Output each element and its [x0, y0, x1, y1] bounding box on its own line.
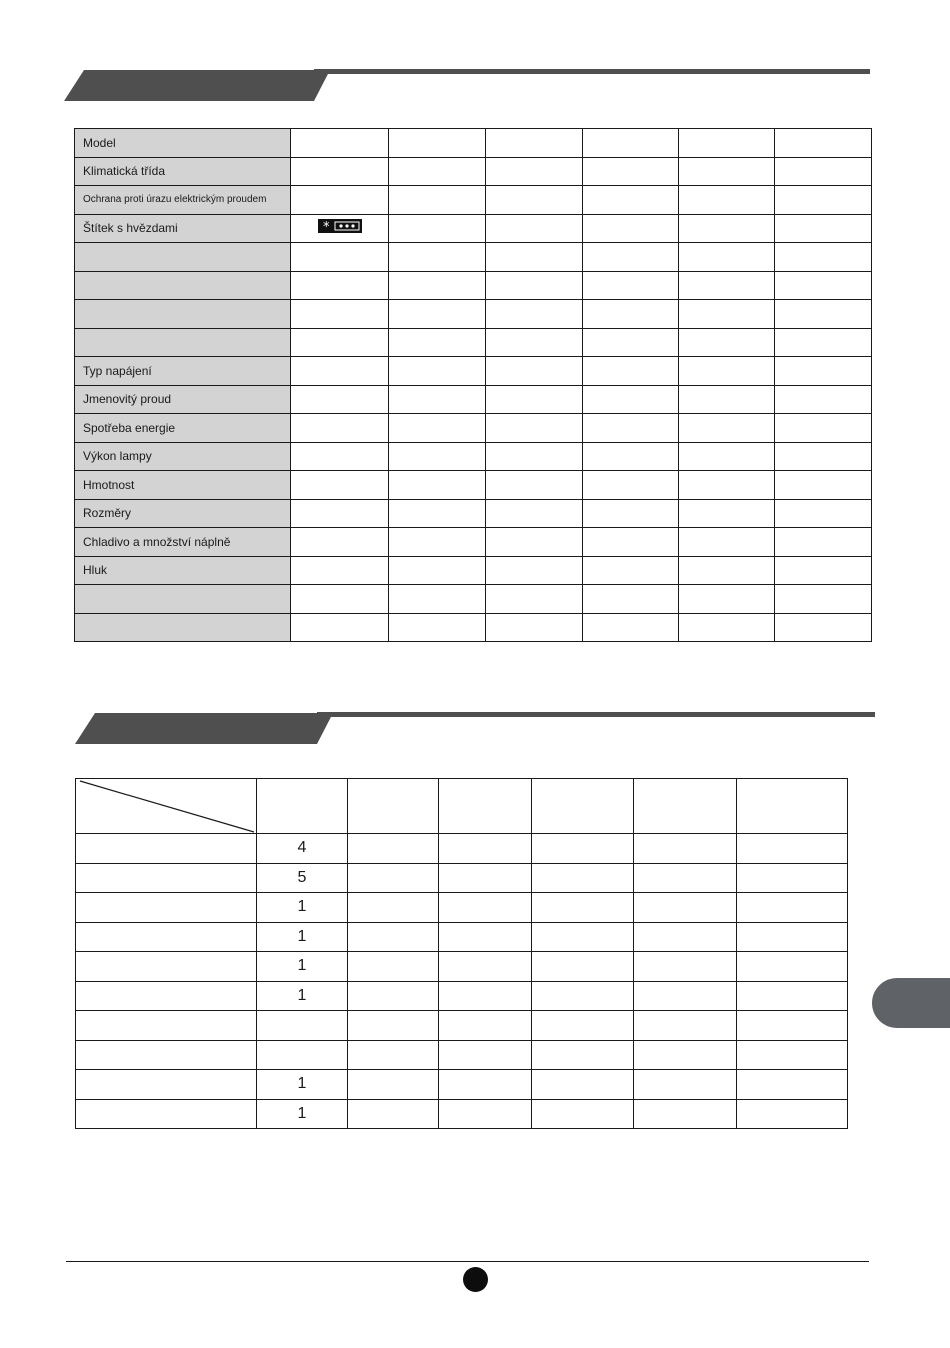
grid-cell — [348, 981, 439, 1011]
spec-cell — [389, 499, 486, 528]
spec-row-label: Spotřeba energie — [75, 414, 291, 443]
spec-row — [75, 414, 872, 443]
spec-cell — [291, 528, 389, 557]
grid-cell — [348, 922, 439, 952]
grid-row — [76, 952, 848, 982]
grid-cell — [439, 1040, 532, 1070]
grid-cell — [257, 1011, 348, 1041]
grid-cell — [532, 1070, 634, 1100]
grid-cell — [439, 863, 532, 893]
grid-cell — [439, 922, 532, 952]
grid-cell — [737, 863, 848, 893]
grid-cell: 1 — [257, 952, 348, 982]
grid-cell: 1 — [257, 1070, 348, 1100]
grid-cell — [532, 952, 634, 982]
spec-cell — [775, 499, 872, 528]
grid-cell — [76, 1070, 257, 1100]
spec-cell — [775, 556, 872, 585]
grid-header-cell — [257, 779, 348, 834]
spec-cell — [291, 243, 389, 272]
spec-row — [75, 442, 872, 471]
grid-cell — [737, 834, 848, 864]
spec-cell — [291, 357, 389, 386]
grid-cell — [634, 1040, 737, 1070]
spec-row — [75, 300, 872, 329]
spec-cell — [679, 414, 775, 443]
spec-cell — [291, 300, 389, 329]
grid-row — [76, 893, 848, 923]
grid-cell — [532, 981, 634, 1011]
grid-cell — [737, 981, 848, 1011]
spec-cell — [389, 186, 486, 215]
diagonal-header-cell — [76, 779, 257, 834]
spec-cell — [679, 243, 775, 272]
grid-cell — [257, 1040, 348, 1070]
spec-row — [75, 357, 872, 386]
spec-cell — [291, 556, 389, 585]
spec-cell — [583, 357, 679, 386]
spec-cell — [679, 300, 775, 329]
spec-cell — [291, 442, 389, 471]
grid-cell — [634, 922, 737, 952]
grid-cell — [737, 922, 848, 952]
grid-cell — [76, 981, 257, 1011]
section-banner-2 — [75, 711, 875, 745]
spec-cell — [679, 357, 775, 386]
grid-cell: 4 — [257, 834, 348, 864]
spec-cell — [486, 300, 583, 329]
spec-row — [75, 613, 872, 642]
spec-cell — [583, 442, 679, 471]
spec-cell — [679, 186, 775, 215]
grid-cell: 1 — [257, 981, 348, 1011]
grid-row — [76, 981, 848, 1011]
grid-cell — [532, 1099, 634, 1129]
grid-cell — [76, 1040, 257, 1070]
grid-cell — [76, 1011, 257, 1041]
spec-cell — [775, 157, 872, 186]
spec-row — [75, 499, 872, 528]
spec-cell — [291, 129, 389, 158]
grid-cell — [348, 893, 439, 923]
grid-cell — [737, 1011, 848, 1041]
spec-cell — [389, 471, 486, 500]
section-banner-1 — [64, 68, 870, 102]
spec-row — [75, 328, 872, 357]
grid-cell — [634, 834, 737, 864]
spec-cell — [486, 499, 583, 528]
spec-cell — [775, 528, 872, 557]
spec-cell — [291, 471, 389, 500]
svg-text:*: * — [322, 219, 329, 233]
grid-cell — [348, 952, 439, 982]
spec-cell — [389, 613, 486, 642]
spec-cell — [775, 357, 872, 386]
spec-cell — [679, 556, 775, 585]
spec-cell — [583, 328, 679, 357]
grid-header-cell — [737, 779, 848, 834]
spec-cell — [583, 214, 679, 243]
grid-header-cell — [348, 779, 439, 834]
grid-cell — [76, 1099, 257, 1129]
grid-header-row — [76, 779, 848, 834]
spec-row-label: Typ napájení — [75, 357, 291, 386]
spec-row-label — [75, 613, 291, 642]
grid-cell: 1 — [257, 893, 348, 923]
grid-cell — [76, 834, 257, 864]
spec-cell — [679, 613, 775, 642]
grid-cell — [532, 893, 634, 923]
spec-cell — [775, 243, 872, 272]
spec-cell — [583, 556, 679, 585]
spec-row-label — [75, 300, 291, 329]
grid-header-cell — [439, 779, 532, 834]
grid-cell — [439, 981, 532, 1011]
spec-cell — [775, 613, 872, 642]
spec-cell — [486, 585, 583, 614]
spec-cell — [389, 585, 486, 614]
parameter-grid-table — [75, 778, 848, 1129]
spec-cell — [775, 300, 872, 329]
grid-cell — [634, 1011, 737, 1041]
spec-cell — [679, 471, 775, 500]
spec-cell — [583, 613, 679, 642]
spec-cell — [679, 129, 775, 158]
spec-cell — [389, 328, 486, 357]
spec-cell — [583, 499, 679, 528]
spec-row-label: Chladivo a množství náplně — [75, 528, 291, 557]
grid-row — [76, 863, 848, 893]
spec-row — [75, 243, 872, 272]
spec-cell — [291, 157, 389, 186]
grid-cell — [634, 981, 737, 1011]
grid-cell — [737, 1099, 848, 1129]
spec-cell — [389, 442, 486, 471]
grid-cell — [532, 1040, 634, 1070]
grid-cell — [737, 1070, 848, 1100]
spec-cell — [775, 129, 872, 158]
spec-row-label — [75, 271, 291, 300]
grid-cell — [76, 863, 257, 893]
spec-cell — [486, 414, 583, 443]
grid-cell — [532, 863, 634, 893]
grid-cell — [737, 952, 848, 982]
spec-cell — [291, 499, 389, 528]
spec-row-label — [75, 243, 291, 272]
spec-row — [75, 585, 872, 614]
spec-cell — [679, 271, 775, 300]
spec-cell — [679, 214, 775, 243]
grid-row — [76, 1070, 848, 1100]
spec-cell — [486, 613, 583, 642]
footer-rule — [66, 1261, 869, 1262]
spec-cell — [486, 157, 583, 186]
spec-cell — [775, 442, 872, 471]
spec-cell — [389, 129, 486, 158]
spec-cell — [486, 129, 583, 158]
spec-cell — [389, 300, 486, 329]
specification-table — [74, 128, 872, 642]
chapter-side-tab — [872, 978, 950, 1028]
spec-cell — [583, 300, 679, 329]
grid-row — [76, 922, 848, 952]
spec-cell — [389, 214, 486, 243]
grid-cell — [439, 1011, 532, 1041]
spec-row-label: Model — [75, 129, 291, 158]
spec-cell — [679, 385, 775, 414]
grid-cell: 1 — [257, 922, 348, 952]
grid-cell — [348, 1011, 439, 1041]
grid-cell: 1 — [257, 1099, 348, 1129]
spec-cell — [389, 157, 486, 186]
spec-cell — [486, 271, 583, 300]
spec-row-label — [75, 585, 291, 614]
grid-cell — [634, 863, 737, 893]
grid-cell — [439, 952, 532, 982]
spec-row-label — [75, 328, 291, 357]
spec-cell — [583, 129, 679, 158]
spec-cell — [679, 499, 775, 528]
spec-cell — [679, 442, 775, 471]
grid-row — [76, 1011, 848, 1041]
spec-cell — [583, 471, 679, 500]
grid-cell — [737, 893, 848, 923]
spec-row — [75, 556, 872, 585]
grid-cell — [348, 1070, 439, 1100]
spec-cell — [486, 528, 583, 557]
spec-cell — [389, 414, 486, 443]
spec-row-label: Štítek s hvězdami — [75, 214, 291, 243]
grid-row — [76, 834, 848, 864]
spec-cell — [775, 186, 872, 215]
spec-cell — [775, 271, 872, 300]
spec-cell — [291, 414, 389, 443]
spec-cell — [679, 328, 775, 357]
grid-cell — [737, 1040, 848, 1070]
spec-cell — [583, 186, 679, 215]
spec-cell — [775, 328, 872, 357]
spec-cell — [291, 186, 389, 215]
spec-cell — [486, 442, 583, 471]
grid-cell — [439, 834, 532, 864]
spec-cell — [775, 214, 872, 243]
spec-cell — [389, 528, 486, 557]
spec-cell — [679, 585, 775, 614]
spec-cell — [583, 243, 679, 272]
grid-cell — [76, 893, 257, 923]
spec-row — [75, 271, 872, 300]
spec-row — [75, 214, 872, 243]
grid-cell — [439, 1099, 532, 1129]
grid-cell: 5 — [257, 863, 348, 893]
grid-cell — [348, 1040, 439, 1070]
spec-cell — [775, 585, 872, 614]
spec-cell — [583, 157, 679, 186]
spec-cell — [486, 214, 583, 243]
grid-header-cell — [532, 779, 634, 834]
spec-cell — [679, 528, 775, 557]
spec-cell — [389, 243, 486, 272]
spec-cell — [291, 613, 389, 642]
spec-cell — [583, 385, 679, 414]
grid-cell — [532, 834, 634, 864]
spec-cell — [583, 271, 679, 300]
spec-row — [75, 157, 872, 186]
spec-cell — [583, 414, 679, 443]
spec-cell — [775, 414, 872, 443]
spec-row — [75, 471, 872, 500]
grid-row — [76, 1040, 848, 1070]
spec-row-label: Jmenovitý proud — [75, 385, 291, 414]
page-number-dot — [463, 1267, 488, 1292]
grid-cell — [348, 1099, 439, 1129]
spec-cell — [775, 471, 872, 500]
grid-cell — [634, 893, 737, 923]
spec-row-label: Hmotnost — [75, 471, 291, 500]
spec-row-label: Ochrana proti úrazu elektrickým proudem — [75, 186, 291, 215]
spec-cell — [486, 186, 583, 215]
spec-cell — [291, 271, 389, 300]
grid-cell — [634, 952, 737, 982]
grid-cell — [634, 1099, 737, 1129]
spec-cell — [486, 328, 583, 357]
spec-cell — [389, 556, 486, 585]
spec-cell — [389, 271, 486, 300]
spec-cell — [775, 385, 872, 414]
spec-cell — [583, 585, 679, 614]
spec-cell — [583, 528, 679, 557]
spec-row-label: Výkon lampy — [75, 442, 291, 471]
spec-cell — [291, 328, 389, 357]
grid-cell — [634, 1070, 737, 1100]
spec-row — [75, 385, 872, 414]
grid-header-cell — [634, 779, 737, 834]
spec-row — [75, 528, 872, 557]
spec-cell — [486, 357, 583, 386]
grid-cell — [76, 952, 257, 982]
spec-row — [75, 129, 872, 158]
grid-cell — [532, 922, 634, 952]
star-rating-icon — [318, 220, 362, 237]
spec-row-label: Hluk — [75, 556, 291, 585]
grid-cell — [439, 1070, 532, 1100]
spec-cell — [389, 357, 486, 386]
spec-cell — [291, 214, 389, 243]
spec-row-label: Rozměry — [75, 499, 291, 528]
spec-cell — [486, 471, 583, 500]
spec-cell — [486, 556, 583, 585]
spec-cell — [291, 385, 389, 414]
grid-cell — [76, 922, 257, 952]
grid-cell — [532, 1011, 634, 1041]
spec-cell — [389, 385, 486, 414]
spec-cell — [679, 157, 775, 186]
spec-row — [75, 186, 872, 215]
grid-cell — [348, 834, 439, 864]
spec-cell — [291, 585, 389, 614]
grid-cell — [348, 863, 439, 893]
spec-cell — [486, 385, 583, 414]
spec-cell — [486, 243, 583, 272]
spec-row-label: Klimatická třída — [75, 157, 291, 186]
grid-cell — [439, 893, 532, 923]
grid-row — [76, 1099, 848, 1129]
